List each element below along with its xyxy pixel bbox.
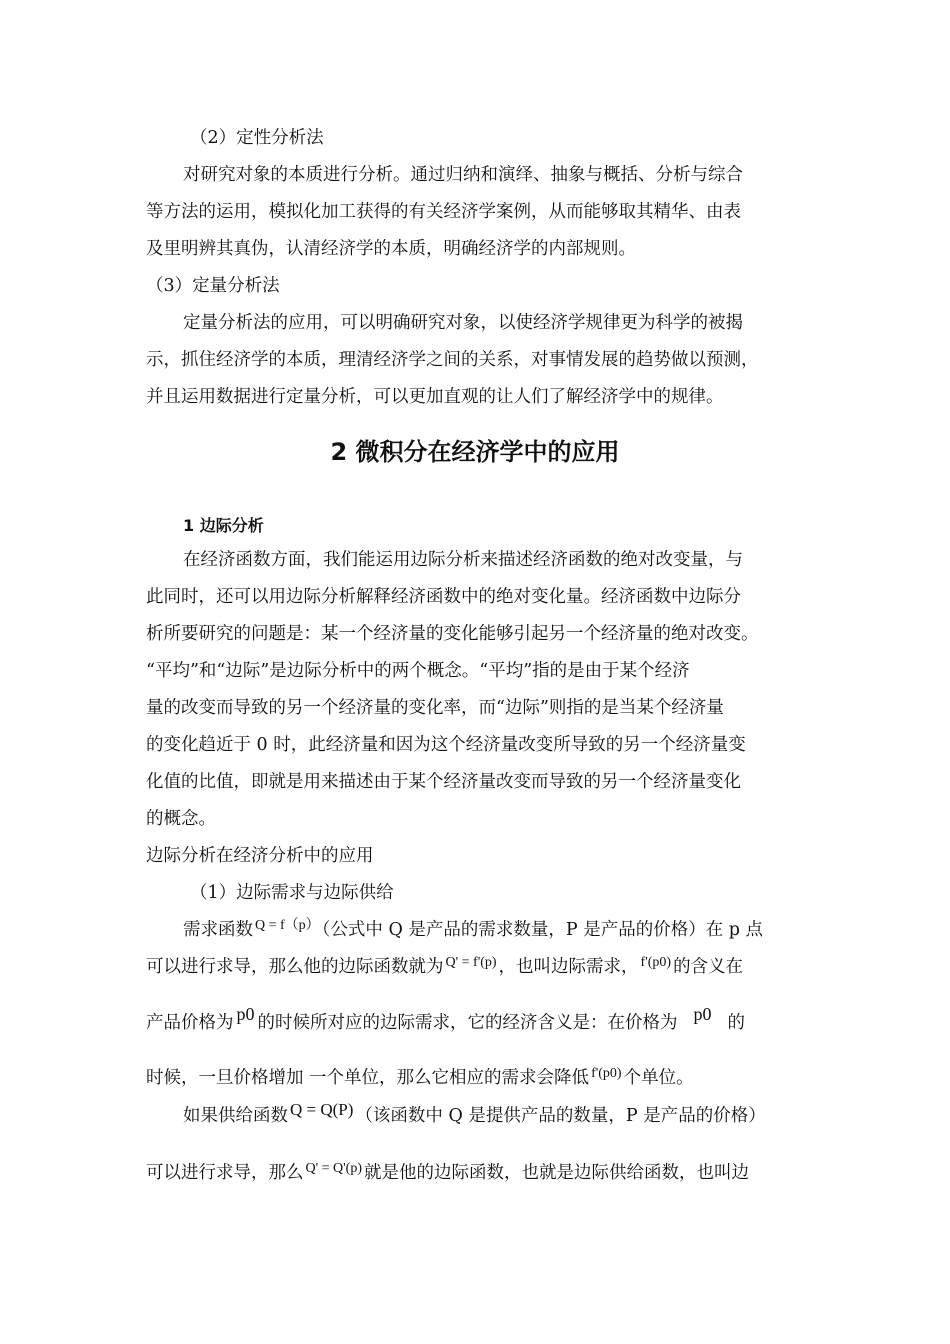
paragraph-line: “平均”和“边际”是边际分析中的两个概念。“平均”指的是由于某个经济: [146, 661, 690, 681]
text-run: 产品价格为: [146, 1013, 234, 1033]
paragraph-line: 在经济函数方面，我们能运用边际分析来描述经济函数的绝对改变量，与: [183, 550, 743, 570]
paragraph-line: 及里明辨其真伪，认清经济学的本质，明确经济学的内部规则。: [146, 239, 636, 259]
paragraph-line: 化值的比值，即就是用来描述由于某个经济量改变而导致的另一个经济量变化: [146, 772, 741, 792]
formula-price: p0: [693, 1004, 712, 1024]
paragraph-line: [183, 1100, 766, 1128]
subheading-qualitative: （2）定性分析法: [190, 128, 324, 148]
formula-marginal-demand: f'(p0): [640, 955, 672, 970]
text-run: 就是他的边际函数，也就是边际供给函数，也叫边: [364, 1163, 749, 1183]
formula-marginal-function: Q' = f'(p): [445, 955, 497, 970]
text-run: 可以进行求导，那么他的边际函数就为: [146, 957, 444, 977]
text-run: 个单位。: [623, 1068, 694, 1088]
paragraph-line: [146, 955, 743, 981]
text-run: 的时候所对应的边际需求，它的经济含义是：在价格为: [257, 1013, 678, 1033]
subsection-heading: 1 边际分析: [183, 516, 264, 535]
text-run: 如果供给函数: [183, 1106, 288, 1126]
paragraph-line: 示，抓住经济学的本质，理清经济学之间的关系，对事情发展的趋势做以预测，: [146, 350, 759, 370]
paragraph-line: 的概念。: [146, 809, 216, 829]
paragraph-line: [146, 1066, 694, 1092]
text-run: （该函数中 Q 是提供产品的数量，P 是产品的价格）: [355, 1106, 766, 1126]
text-run: 的含义在: [673, 957, 744, 977]
text-run: 可以进行求导，那么: [146, 1163, 304, 1183]
formula-marginal-demand: f'(p0): [591, 1066, 622, 1081]
text-run: 时候，一旦价格增加 一个单位，那么它相应的需求会降低: [146, 1068, 590, 1088]
paragraph-line: [146, 1161, 749, 1187]
formula-price: p0: [236, 1004, 255, 1024]
subheading-marginal-demand: （1）边际需求与边际供给: [190, 883, 394, 903]
text-run: 需求函数: [183, 920, 253, 940]
section-heading: 2 微积分在经济学中的应用: [330, 438, 620, 466]
formula-marginal-supply: Q' = Q'(p): [305, 1161, 362, 1176]
paragraph-line: 等方法的运用，模拟化加工获得的有关经济学案例，从而能够取其精华、由表: [146, 202, 741, 222]
text-run: ，也叫边际需求，: [498, 957, 639, 977]
text-run: 的: [727, 1013, 745, 1033]
paragraph-line: 对研究对象的本质进行分析。通过归纳和演绎、抽象与概括、分析与综合: [183, 165, 743, 185]
paragraph-line: 并且运用数据进行定量分析，可以更加直观的让人们了解经济学中的规律。: [146, 387, 724, 407]
paragraph-line: 此同时，还可以用边际分析解释经济函数中的绝对变化量。经济函数中边际分: [146, 587, 741, 607]
subheading-application: 边际分析在经济分析中的应用: [146, 846, 374, 866]
formula-supply-function: Q = Q(P): [290, 1100, 354, 1119]
text-run: （公式中 Q 是产品的需求数量，P 是产品的价格）在 p 点: [321, 920, 764, 940]
formula-demand-function: Q = f（p）: [255, 918, 320, 933]
paragraph-line: 的变化趋近于 0 时，此经济量和因为这个经济量改变所导致的另一个经济量变: [146, 735, 746, 755]
paragraph-line: 析所要研究的问题是：某一个经济量的变化能够引起另一个经济量的绝对改变。: [146, 624, 759, 644]
paragraph-line: 量的改变而导致的另一个经济量的变化率，而“边际”则指的是当某个经济量: [146, 698, 724, 718]
paragraph-line: [146, 1004, 745, 1035]
paragraph-line: [183, 918, 763, 944]
paragraph-line: 定量分析法的应用，可以明确研究对象，以使经济学规律更为科学的被揭: [183, 313, 743, 333]
subheading-quantitative: （3）定量分析法: [146, 276, 280, 296]
